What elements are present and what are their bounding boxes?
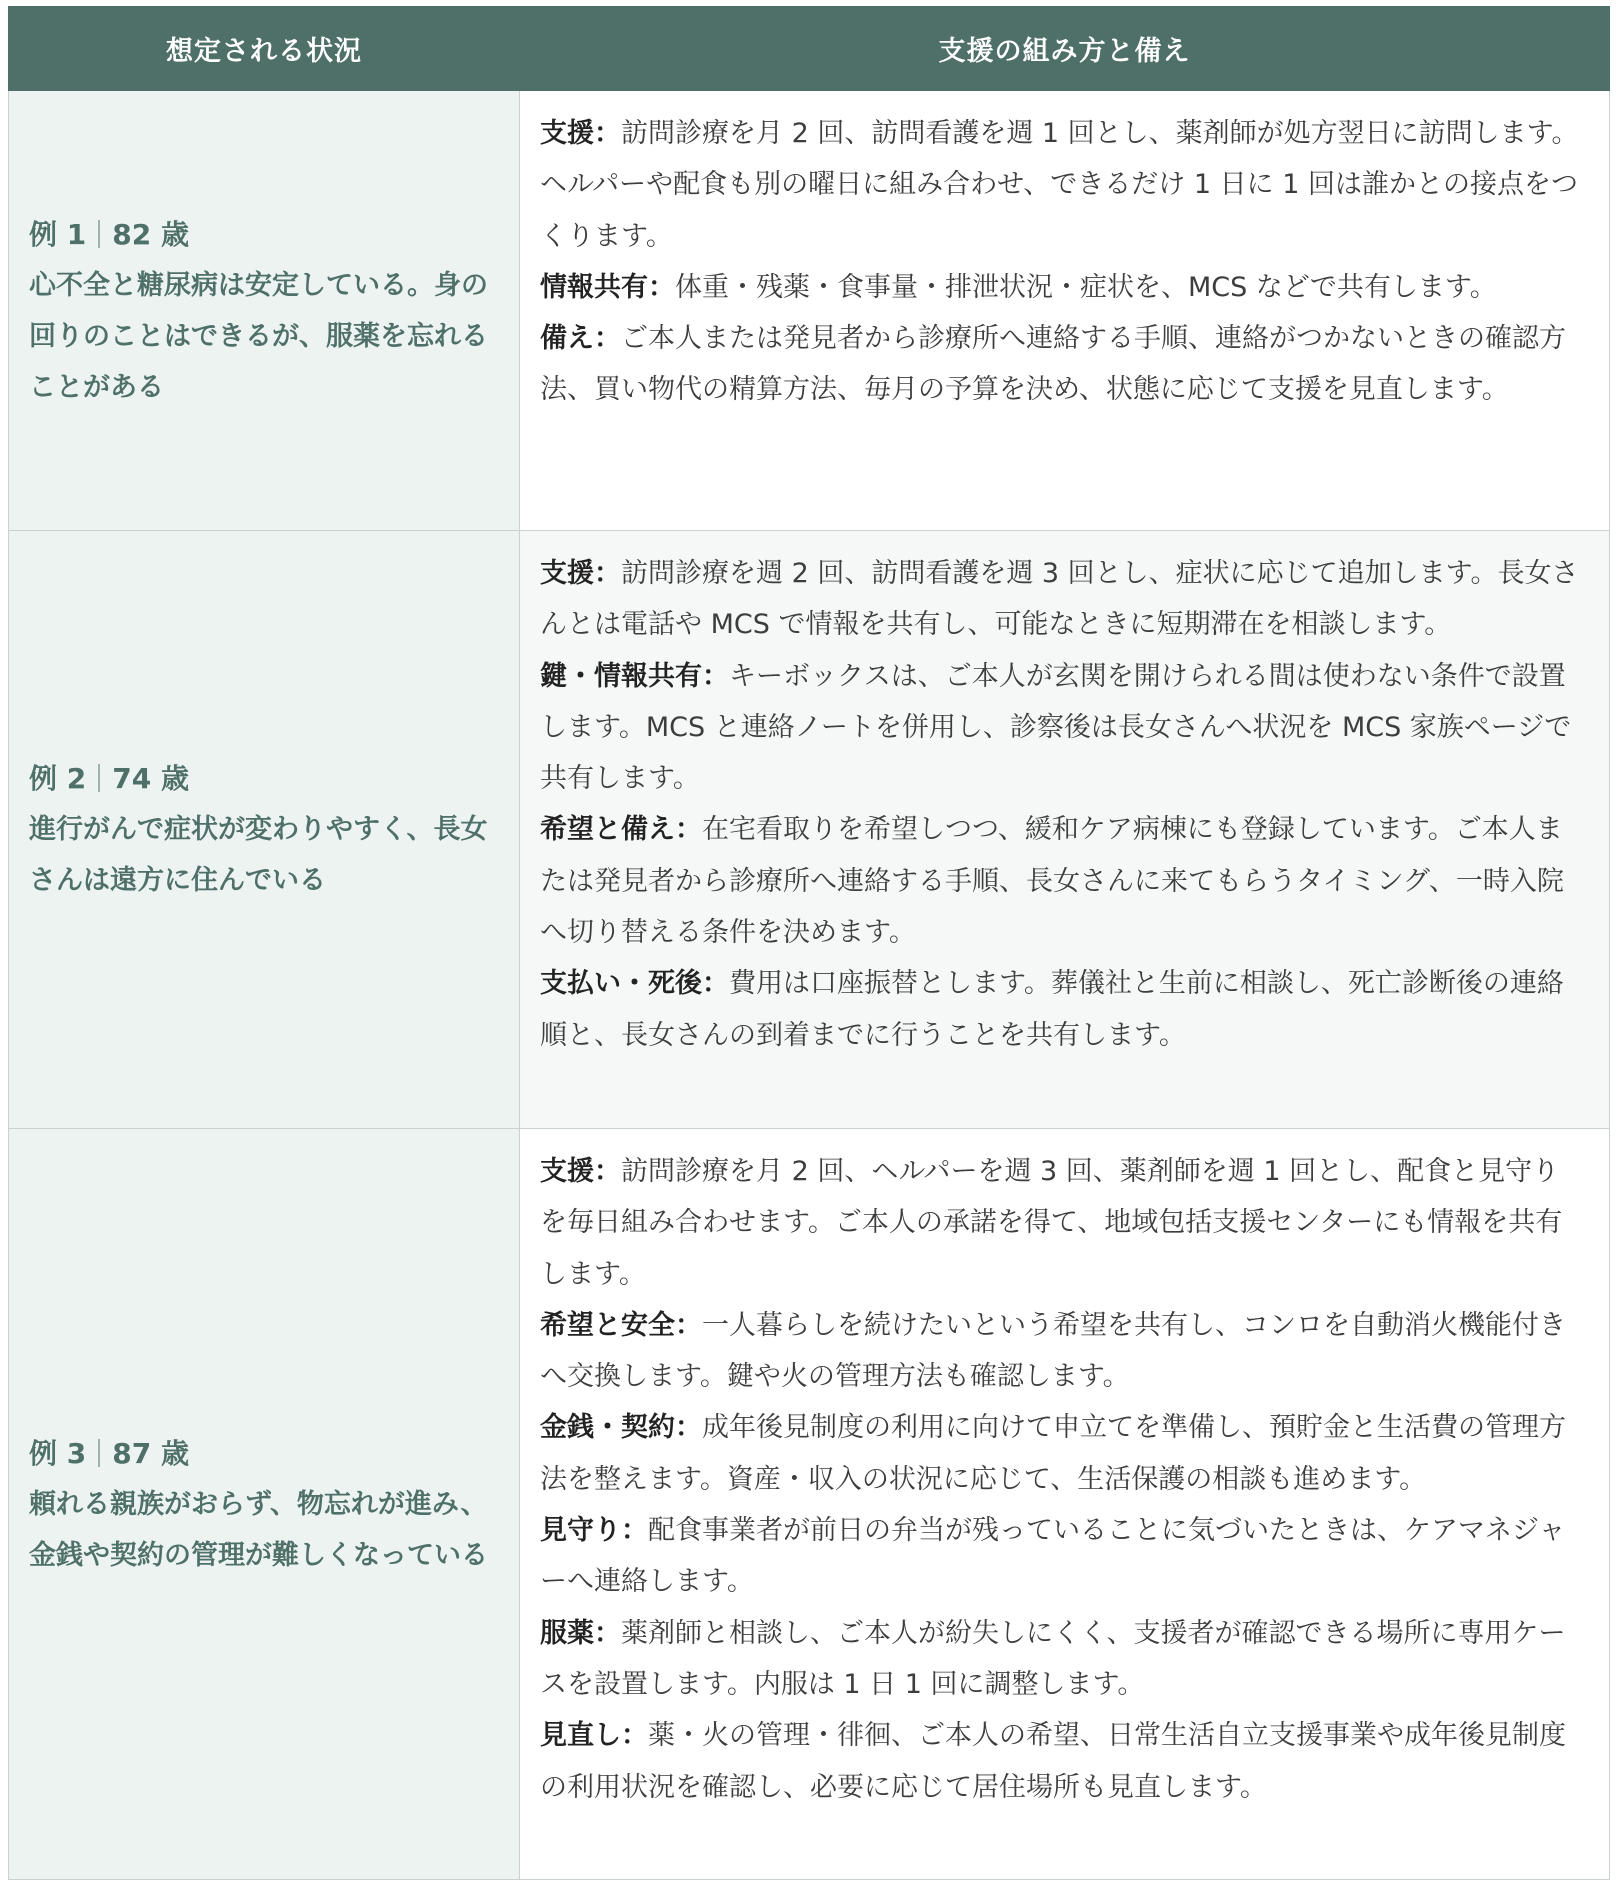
entry-text: 訪問診療を週 2 回、訪問看護を週 3 回とし、症状に応じて追加します。長女さんとは電話や MCS で情報を共有し、可能なときに短期滞在を相談します。 <box>540 558 1579 641</box>
case-description: 進行がんで症状が変わりやすく、長女さんは遠方に住んでいる <box>29 814 488 896</box>
situation-cell <box>9 91 520 531</box>
entry-text: 訪問診療を月 2 回、ヘルパーを週 3 回、薬剤師を週 1 回とし、配食と見守りを毎日組み合わせます。ご本人の承諾を得て、地域包括支援センターにも情報を共有します。 <box>540 1156 1563 1290</box>
entry-label: 支援： <box>540 1156 621 1187</box>
table-body <box>9 91 1610 1880</box>
entry-label: 支払い・死後： <box>540 968 729 1000</box>
support-cell <box>520 1129 1610 1880</box>
case-id <box>29 1428 499 1479</box>
header-row <box>9 7 1610 91</box>
entry-label: 支援： <box>540 118 621 149</box>
table-row <box>9 91 1610 531</box>
money-contract-entry <box>540 1402 1581 1505</box>
preparation-entry <box>540 313 1581 416</box>
case-id <box>29 209 499 260</box>
entry-label: 希望と備え： <box>540 814 702 846</box>
entry-text: 在宅看取りを希望しつつ、緩和ケア病棟にも登録しています。ご本人または発見者から診療所へ連絡する手順、長女さんに来てもらうタイミング、一時入院へ切り替える条件を決めます。 <box>540 814 1564 949</box>
entry-label: 鍵・情報共有： <box>540 660 729 692</box>
situation-cell <box>9 1129 520 1880</box>
support-entry <box>540 1146 1581 1300</box>
case-description: 頼れる親族がおらず、物忘れが進み、金銭や契約の管理が難しくなっている <box>29 1488 488 1571</box>
entry-label: 見直し： <box>540 1720 648 1752</box>
case-label: 例 3 <box>29 1436 87 1470</box>
separator <box>98 220 100 248</box>
case-label: 例 1 <box>29 217 87 251</box>
entry-text: 薬・火の管理・徘徊、ご本人の希望、日常生活自立支援事業や成年後見制度の利用状況を確認し、必要に応じて居住場所も見直します。 <box>540 1720 1566 1803</box>
entry-text: ご本人または発見者から診療所へ連絡する手順、連絡がつかないときの確認方法、買い物代の精算方法、毎月の予算を決め、状態に応じて支援を見直します。 <box>540 323 1566 406</box>
care-scenario-table <box>8 6 1610 1880</box>
support-cell <box>520 531 1610 1129</box>
case-description: 心不全と糖尿病は安定している。身の回りのことはできるが、服薬を忘れることがある <box>29 269 488 403</box>
key-info-sharing-entry <box>540 651 1581 805</box>
payment-after-death-entry <box>540 958 1581 1061</box>
entry-label: 情報共有： <box>540 271 675 303</box>
entry-label: 支援： <box>540 558 621 589</box>
support-entry <box>540 548 1581 651</box>
entry-text: 一人暮らしを続けたいという希望を共有し、コンロを自動消火機能付きへ交換します。鍵や火の管理方法も確認します。 <box>540 1309 1566 1393</box>
entry-text: 配食事業者が前日の弁当が残っていることに気づいたときは、ケアマネジャーへ連絡します。 <box>540 1515 1566 1598</box>
case-id <box>29 753 499 804</box>
wishes-safety-entry <box>540 1300 1581 1403</box>
entry-text: 費用は口座振替とします。葬儀社と生前に相談し、死亡診断後の連絡順と、長女さんの到着までに行うことを共有します。 <box>540 968 1564 1051</box>
entry-label: 見守り： <box>540 1515 648 1547</box>
support-entry <box>540 108 1581 262</box>
case-label: 例 2 <box>29 762 87 795</box>
entry-text: キーボックスは、ご本人が玄関を開けられる間は使わない条件で設置します。MCS と連絡ノートを併用し、診察後は長女さんへ状況を MCS 家族ページで共有します。 <box>540 660 1572 795</box>
entry-text: 成年後見制度の利用に向けて申立てを準備し、預貯金と生活費の管理方法を整えます。資産・収入の状況に応じて、生活保護の相談も進めます。 <box>540 1412 1566 1495</box>
case-age: 74 歳 <box>112 762 189 795</box>
wishes-preparation-entry <box>540 804 1581 958</box>
separator <box>98 764 100 792</box>
entry-label: 備え： <box>540 323 621 355</box>
case-age: 82 歳 <box>112 217 189 251</box>
separator <box>98 1439 100 1467</box>
entry-label: 服薬： <box>540 1617 621 1649</box>
entry-text: 訪問診療を月 2 回、訪問看護を週 1 回とし、薬剤師が処方翌日に訪問します。ヘルパーや配食も別の曜日に組み合わせ、できるだけ 1 日に 1 回は誰かとの接点をつくります。 <box>540 118 1579 252</box>
review-entry <box>540 1710 1581 1813</box>
header-situation: 想定される状況 <box>9 7 520 91</box>
medication-entry <box>540 1608 1581 1711</box>
info-sharing-entry <box>540 262 1581 313</box>
entry-label: 希望と安全： <box>540 1309 702 1341</box>
watch-entry <box>540 1505 1581 1608</box>
situation-cell <box>9 531 520 1129</box>
table-row <box>9 1129 1610 1880</box>
case-age: 87 歳 <box>112 1436 189 1470</box>
entry-label: 金銭・契約： <box>540 1412 702 1444</box>
table-row <box>9 531 1610 1129</box>
header-support: 支援の組み方と備え <box>520 7 1610 91</box>
entry-text: 体重・残薬・食事量・排泄状況・症状を、MCS などで共有します。 <box>675 271 1497 303</box>
entry-text: 薬剤師と相談し、ご本人が紛失しにくく、支援者が確認できる場所に専用ケースを設置します。内服は 1 日 1 回に調整します。 <box>540 1617 1566 1700</box>
support-cell <box>520 91 1610 531</box>
table-header <box>9 7 1610 91</box>
